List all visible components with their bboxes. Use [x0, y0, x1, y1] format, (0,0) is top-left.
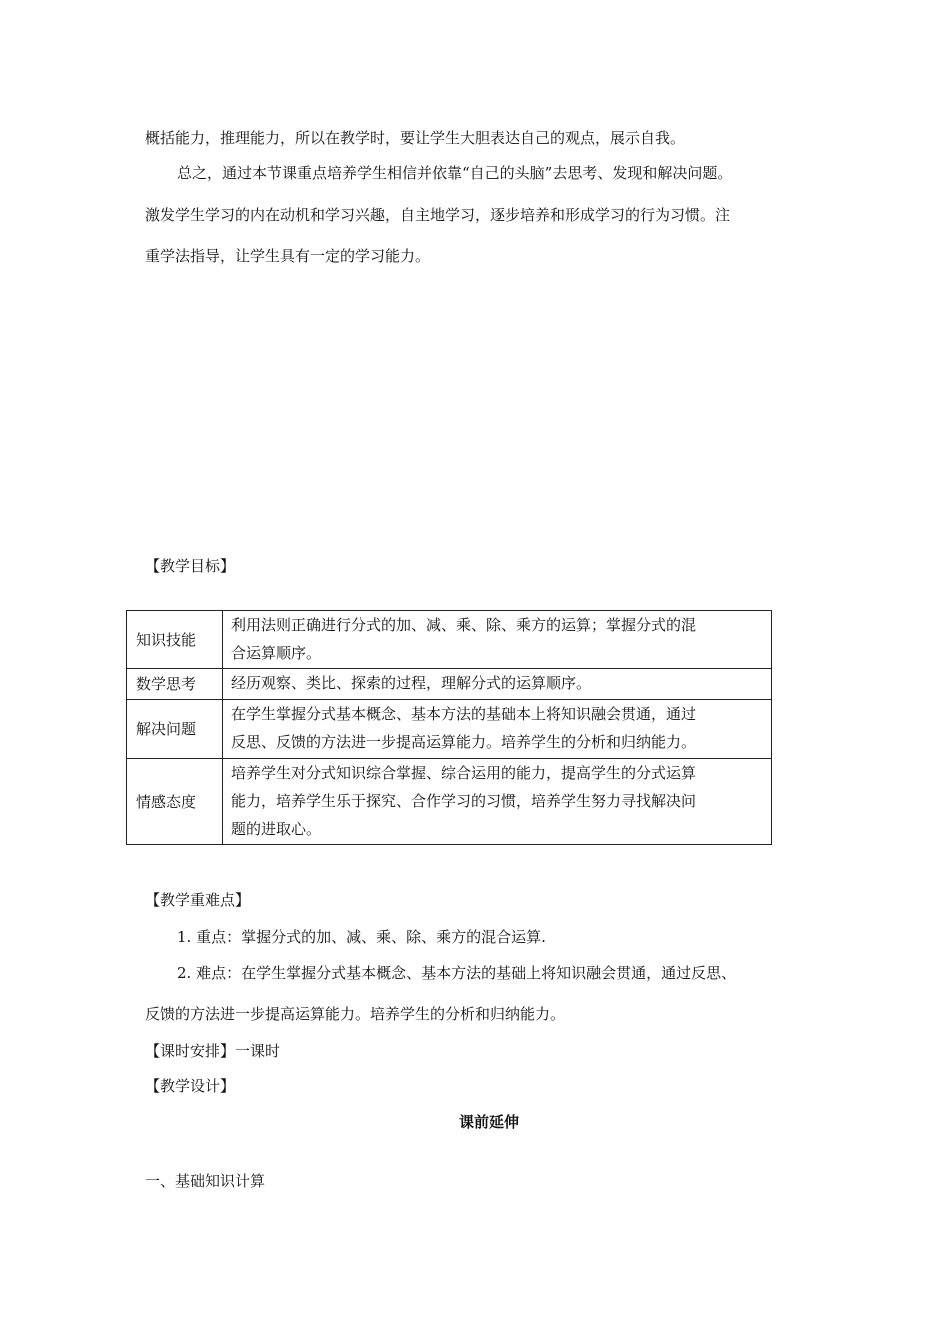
table-row — [127, 611, 772, 669]
row-content-line: 培养学生对分式知识综合掌握、综合运用的能力，提高学生的分式运算 — [231, 764, 697, 782]
table-row — [127, 759, 772, 845]
row-content-line: 反思、反馈的方法进一步提高运算能力。培养学生的分析和归纳能力。 — [231, 733, 697, 751]
row-label: 数学思考 — [127, 669, 223, 700]
subsection-heading: 一、基础知识计算 — [145, 1172, 266, 1190]
section-title: 课前延伸 — [459, 1113, 520, 1131]
intro-line-2: 总之，通过本节课重点培养学生相信并依靠“自己的头脑”去思考、发现和解决问题。 — [177, 164, 733, 182]
schedule: 【课时安排】一课时 — [145, 1042, 281, 1060]
row-content-line: 题的进取心。 — [231, 820, 322, 838]
key-point-2-line-1: 2. 难点：在学生掌握分式基本概念、基本方法的基础上将知识融会贯通，通过反思、 — [177, 964, 737, 982]
intro-line-3: 激发学生学习的内在动机和学习兴趣，自主地学习，逐步培养和形成学习的行为习惯。注 — [145, 206, 731, 224]
row-content — [223, 700, 772, 759]
row-content — [223, 759, 772, 845]
intro-line-4: 重学法指导，让学生具有一定的学习能力。 — [145, 247, 431, 265]
key-point-2-line-2: 反馈的方法进一步提高运算能力。培养学生的分析和归纳能力。 — [145, 1005, 566, 1023]
key-point-1: 1. 重点：掌握分式的加、减、乘、除、乘方的混合运算. — [177, 928, 546, 946]
row-content-line: 能力，培养学生乐于探究、合作学习的习惯，培养学生努力寻找解决问 — [231, 792, 697, 810]
row-content — [223, 611, 772, 669]
objectives-heading: 【教学目标】 — [145, 557, 236, 575]
row-content — [223, 669, 772, 700]
row-label: 解决问题 — [127, 700, 223, 759]
intro-line-1: 概括能力，推理能力，所以在教学时，要让学生大胆表达自己的观点，展示自我。 — [145, 129, 686, 147]
key-points-heading: 【教学重难点】 — [145, 891, 251, 909]
row-label: 知识技能 — [127, 611, 223, 669]
table-row — [127, 700, 772, 759]
row-label: 情感态度 — [127, 759, 223, 845]
row-content-line: 利用法则正确进行分式的加、减、乘、除、乘方的运算；掌握分式的混 — [231, 616, 697, 634]
table-row — [127, 669, 772, 700]
design-heading: 【教学设计】 — [145, 1077, 236, 1095]
row-content-line: 经历观察、类比、探索的过程，理解分式的运算顺序。 — [231, 674, 592, 692]
row-content-line: 在学生掌握分式基本概念、基本方法的基础本上将知识融会贯通，通过 — [231, 705, 697, 723]
objectives-table — [126, 610, 772, 845]
row-content-line: 合运算顺序。 — [231, 644, 322, 662]
